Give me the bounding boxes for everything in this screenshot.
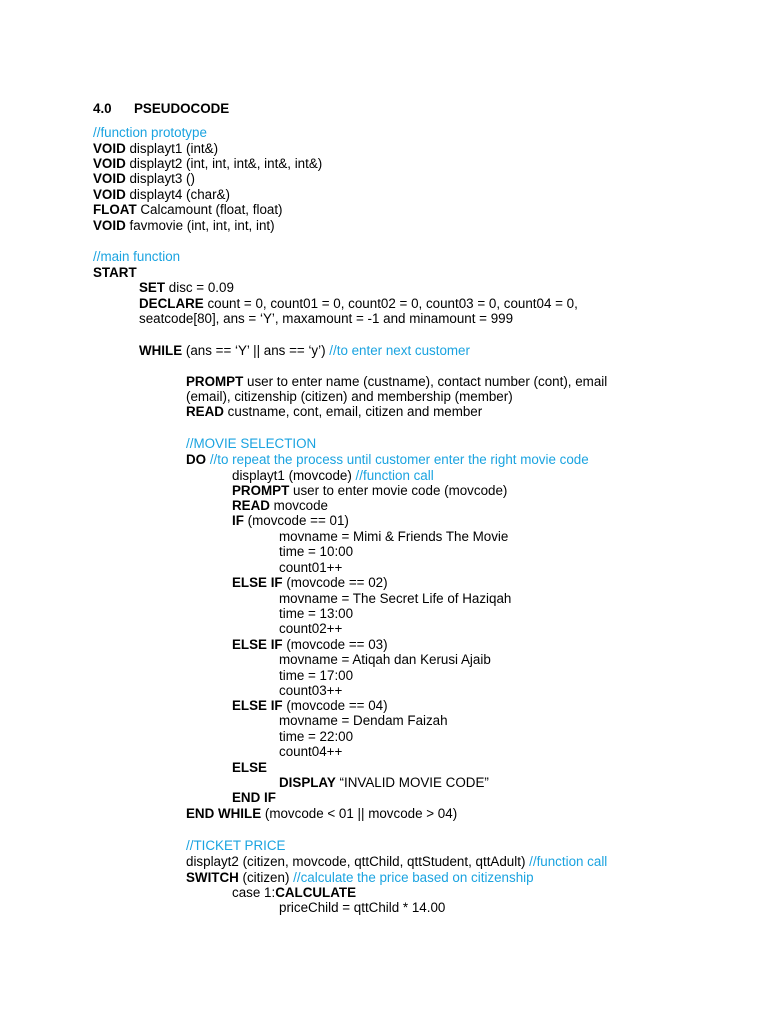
code-text: displayt4 (char&)	[125, 187, 230, 202]
code-line	[279, 683, 342, 698]
code-keyword: DO	[186, 452, 207, 467]
code-text: displayt3 ()	[125, 171, 195, 186]
code-line	[279, 544, 353, 559]
code-keyword: END WHILE	[186, 806, 262, 821]
code-text: count04++	[279, 744, 343, 759]
code-keyword: DECLARE	[139, 296, 204, 311]
section-heading	[93, 101, 230, 116]
code-text: time = 22:00	[279, 729, 354, 744]
code-comment: //TICKET PRICE	[186, 838, 286, 853]
code-line	[232, 513, 349, 528]
code-text: (movcode == 04)	[282, 698, 388, 713]
code-text: (movcode == 01)	[243, 513, 349, 528]
code-line	[232, 483, 507, 498]
code-text: priceChild = qttChild * 14.00	[279, 900, 446, 915]
code-text: “INVALID MOVIE CODE”	[335, 775, 489, 790]
code-line	[186, 404, 482, 419]
code-keyword: ELSE IF	[232, 575, 283, 590]
code-line	[93, 187, 230, 202]
code-text: count = 0, count01 = 0, count02 = 0, count03 = 0, count04 = 0,	[203, 296, 578, 311]
code-text: (ans == ‘Y’ || ans == ‘y’)	[182, 343, 330, 358]
code-comment: //MOVIE SELECTION	[186, 436, 317, 451]
code-line	[186, 389, 513, 404]
code-text: time = 10:00	[279, 544, 354, 559]
code-text: displayt2 (citizen, movcode, qttChild, qttStudent, qttAdult)	[186, 854, 530, 869]
code-line	[186, 870, 534, 885]
code-line	[93, 171, 195, 186]
code-line	[279, 529, 508, 544]
code-line	[93, 265, 137, 280]
code-line	[186, 838, 285, 853]
code-line	[93, 156, 322, 171]
code-keyword: CALCULATE	[275, 885, 357, 900]
code-text: count01++	[279, 560, 343, 575]
code-comment: //main function	[93, 249, 181, 264]
code-line	[232, 760, 267, 775]
code-comment: //function call	[529, 854, 608, 869]
code-line	[279, 591, 511, 606]
code-line	[186, 436, 316, 451]
code-text: case 1:	[232, 885, 276, 900]
code-line	[139, 343, 470, 358]
code-line	[232, 885, 356, 900]
code-text: user to enter name (custname), contact number (cont), email	[243, 374, 608, 389]
code-text: Calcamount (float, float)	[136, 202, 283, 217]
code-line	[139, 296, 578, 311]
code-keyword: DISPLAY	[279, 775, 336, 790]
code-text: custname, cont, email, citizen and member	[223, 404, 483, 419]
code-line	[186, 452, 589, 467]
code-comment: //function call	[355, 468, 434, 483]
code-text: movname = Mimi & Friends The Movie	[279, 529, 509, 544]
code-line	[232, 468, 434, 483]
code-text: (movcode == 03)	[282, 637, 388, 652]
code-comment: //calculate the price based on citizenship	[293, 870, 534, 885]
code-line	[232, 575, 388, 590]
code-keyword: WHILE	[139, 343, 183, 358]
code-comment: //to enter next customer	[329, 343, 470, 358]
code-line	[139, 280, 234, 295]
code-text: movcode	[269, 498, 329, 513]
code-line	[279, 560, 342, 575]
code-keyword: ELSE IF	[232, 698, 283, 713]
code-keyword: START	[93, 265, 137, 280]
code-text: user to enter movie code (movcode)	[289, 483, 508, 498]
code-line	[93, 202, 283, 217]
code-keyword: PROMPT	[186, 374, 244, 389]
code-keyword: FLOAT	[93, 202, 137, 217]
code-line	[279, 621, 342, 636]
code-text: (movcode < 01 || movcode > 04)	[261, 806, 458, 821]
code-keyword: VOID	[93, 187, 126, 202]
code-line	[232, 790, 276, 805]
code-line	[232, 498, 328, 513]
code-line	[93, 218, 275, 233]
code-text: (citizen)	[238, 870, 294, 885]
code-keyword: IF	[232, 513, 244, 528]
code-line	[186, 854, 607, 869]
code-keyword: VOID	[93, 156, 126, 171]
code-text: displayt1 (movcode)	[232, 468, 356, 483]
code-line	[279, 713, 448, 728]
section-number: 4.0	[93, 101, 112, 116]
code-line	[93, 125, 207, 140]
code-keyword: ELSE	[232, 760, 267, 775]
code-line	[279, 900, 445, 915]
code-text: displayt2 (int, int, int&, int&, int&)	[125, 156, 323, 171]
code-line	[93, 249, 180, 264]
code-text: displayt1 (int&)	[125, 141, 219, 156]
code-comment: //to repeat the process until customer enter the right movie code	[209, 452, 589, 467]
section-title: PSEUDOCODE	[134, 101, 230, 116]
code-text: time = 17:00	[279, 668, 354, 683]
code-text: movname = Atiqah dan Kerusi Ajaib	[279, 652, 491, 667]
code-text: (email), citizenship (citizen) and membership (member)	[186, 389, 513, 404]
code-line	[232, 637, 388, 652]
code-line	[279, 744, 342, 759]
code-keyword: PROMPT	[232, 483, 290, 498]
code-keyword: READ	[186, 404, 224, 419]
code-line	[186, 806, 457, 821]
code-keyword: SET	[139, 280, 166, 295]
code-line	[232, 698, 388, 713]
code-line	[279, 606, 353, 621]
code-keyword: VOID	[93, 171, 126, 186]
code-text: disc = 0.09	[165, 280, 234, 295]
code-keyword: VOID	[93, 218, 126, 233]
code-line	[139, 311, 513, 326]
code-line	[279, 775, 489, 790]
code-text: time = 13:00	[279, 606, 354, 621]
code-line	[279, 652, 491, 667]
code-keyword: ELSE IF	[232, 637, 283, 652]
code-text: seatcode[80], ans = ‘Y’, maxamount = -1 and minamount = 999	[139, 311, 514, 326]
code-line	[279, 729, 353, 744]
code-keyword: SWITCH	[186, 870, 239, 885]
code-text: count03++	[279, 683, 343, 698]
code-keyword: VOID	[93, 141, 126, 156]
code-text: movname = The Secret Life of Haziqah	[279, 591, 512, 606]
code-text: favmovie (int, int, int, int)	[125, 218, 275, 233]
code-line	[93, 141, 218, 156]
code-text: count02++	[279, 621, 343, 636]
code-text: movname = Dendam Faizah	[279, 713, 448, 728]
code-comment: //function prototype	[93, 125, 207, 140]
code-line	[279, 668, 353, 683]
code-keyword: READ	[232, 498, 270, 513]
code-text: (movcode == 02)	[282, 575, 388, 590]
code-line	[186, 374, 607, 389]
code-keyword: END IF	[232, 790, 276, 805]
